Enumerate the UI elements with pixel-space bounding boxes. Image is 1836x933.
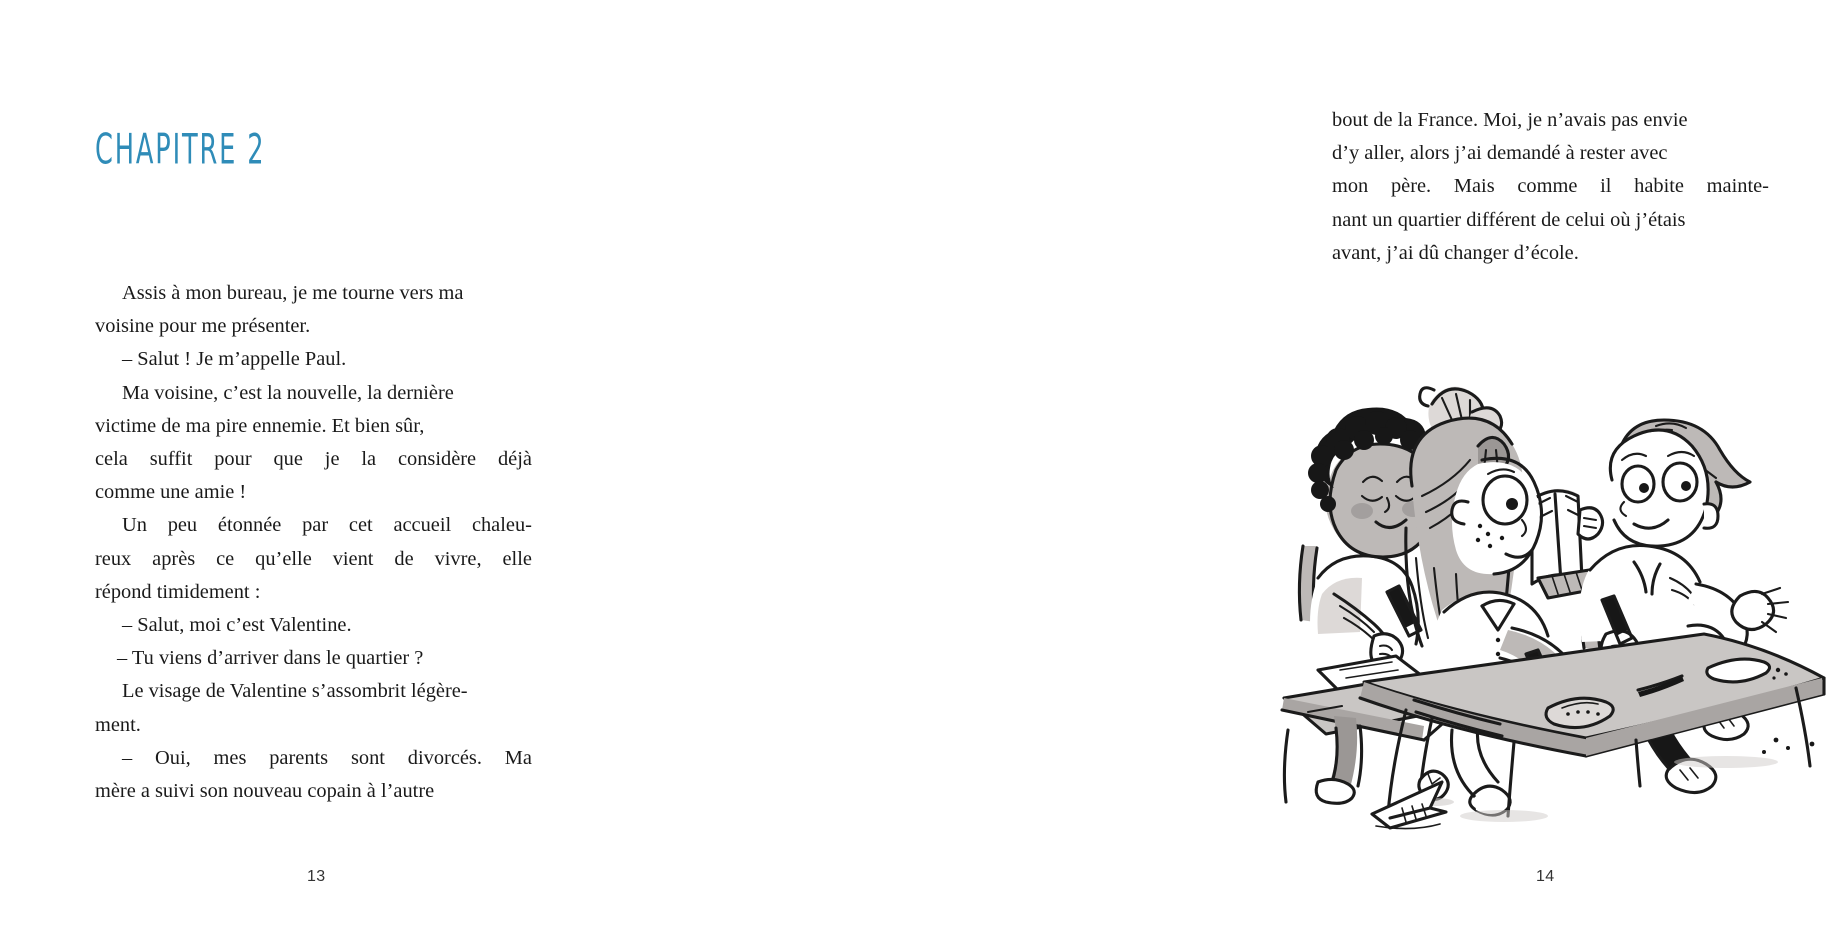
text-word: considère [397,448,477,471]
classroom-illustration [1256,378,1836,828]
text-line: Ma voisine, c’est la nouvelle, la dernière [122,381,454,404]
paragraph-assis [95,277,532,343]
text-line: Le visage de Valentine s’assombrit légère- [122,680,468,703]
text-word: elle [502,547,532,570]
text-word: mainte- [1706,175,1769,198]
text-line [95,443,532,476]
text-word: suffit [149,448,193,471]
text-line: d’y aller, alors j’ai demandé à rester avec [1332,142,1668,165]
page-number-right: 14 [1536,868,1555,885]
paragraph-ma-voisine [95,377,532,510]
text-word: divorcés. [407,746,482,769]
page-right [620,0,1769,933]
chapter-title: CHAPITRE 2 [95,126,266,175]
dialogue-salut-valentine [95,609,532,642]
text-word: déjà [497,448,532,471]
text-word: sont [350,746,385,769]
text-line [1332,170,1769,203]
text-word: qu’elle [255,547,312,570]
dialogue-tu-viens-darriver [95,642,532,675]
text-word: accueil [393,514,452,537]
text-line: victime de ma pire ennemie. Et bien sûr, [95,414,425,437]
text-word: Oui, [155,746,191,769]
text-line: bout de la France. Moi, je n’avais pas envie [1332,109,1688,131]
text-line: Assis à mon bureau, je me tourne vers ma [122,282,464,304]
paragraph-un-peu-etonnee [95,509,532,609]
text-word: père. [1390,175,1432,198]
text-word: de [394,547,414,570]
text-word: – [122,746,133,769]
text-word: il [1600,175,1612,198]
page-number-left: 13 [307,868,326,885]
classroom-illustration-svg [1256,378,1836,828]
paragraph-bout-de-la-france [1332,104,1769,270]
text-word: parents [269,746,329,769]
text-word: vivre, [434,547,482,570]
right-column-text [1332,104,1769,270]
text-line: ment. [95,713,141,736]
text-word: pour [214,448,252,471]
text-line: – Tu viens d’arriver dans le quartier ? [117,647,424,670]
text-word: peu [167,514,198,537]
dialogue-oui-mes-parents [95,742,532,808]
paragraph-le-visage [95,675,532,741]
dialogue-salut-paul [95,343,532,376]
text-word: mon [1332,175,1369,198]
text-word: par [302,514,329,537]
text-line: nant un quartier différent de celui où j’étais [1332,208,1686,231]
text-word: la [361,448,377,471]
text-word: cela [95,448,128,471]
text-word: étonnée [217,514,282,537]
text-word: habite [1634,175,1684,198]
left-column-text [95,277,532,808]
text-word: comme [1517,175,1578,198]
text-word: ce [216,547,235,570]
text-word: reux [95,547,132,570]
text-word: Ma [504,746,532,769]
text-line: répond timidement : [95,580,261,603]
page-left [0,0,620,933]
text-word: mes [213,746,247,769]
text-line [95,742,532,775]
text-word: après [152,547,196,570]
text-line: voisine pour me présenter. [95,315,311,338]
text-line: avant, j’ai dû changer d’école. [1332,241,1579,264]
text-word: Un [122,514,147,537]
text-word: vient [332,547,374,570]
text-word: cet [348,514,373,537]
text-word: chaleu- [471,514,532,537]
text-line: comme une amie ! [95,481,247,504]
text-line: mère a suivi son nouveau copain à l’autre [95,780,435,803]
text-line [95,543,532,576]
text-line: – Salut, moi c’est Valentine. [122,614,352,637]
text-word: je [324,448,340,471]
text-line: – Salut ! Je m’appelle Paul. [122,348,347,371]
text-word: Mais [1453,175,1495,198]
text-line [95,509,532,542]
text-word: que [273,448,303,471]
